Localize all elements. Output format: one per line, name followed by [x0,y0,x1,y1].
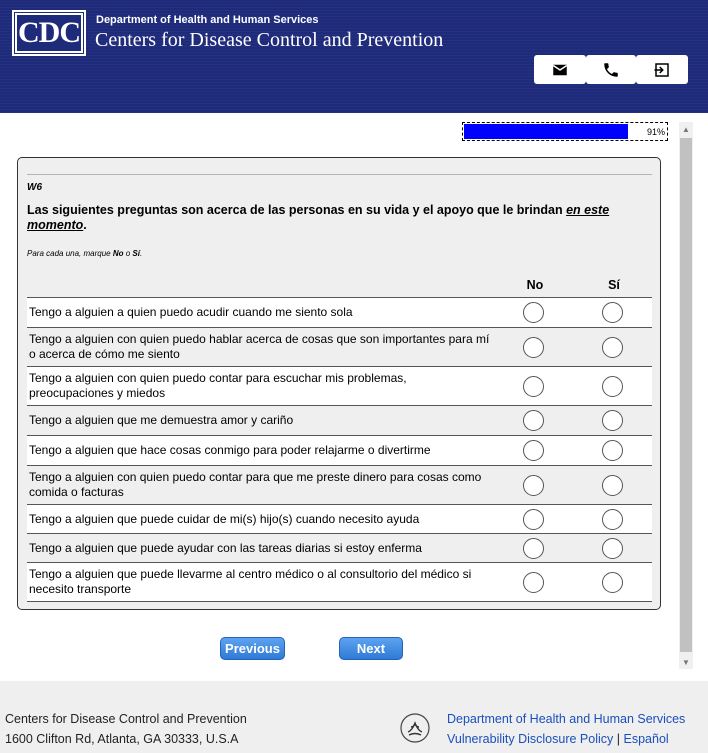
footer-address: 1600 Clifton Rd, Atlanta, GA 30333, U.S.A [5,732,239,746]
email-button[interactable] [534,55,586,84]
radio-no[interactable] [523,410,544,431]
question-text-main: Las siguientes preguntas son acerca de las personas en su vida y el apoyo que le brindan [27,203,567,217]
question-row [27,405,652,435]
exit-icon [653,61,671,79]
row-label: Tengo a alguien que puede ayudar con las tareas diarias si estoy enferma [29,540,422,555]
instruction [27,249,142,258]
question-row [27,435,652,465]
question-row [27,533,652,562]
column-header-si: Sí [608,278,620,292]
scrollbar[interactable] [679,122,693,669]
row-label: Tengo a alguien que hace cosas conmigo para poder relajarme o divertirme [29,443,431,457]
radio-no[interactable] [523,509,544,530]
radio-no[interactable] [523,538,544,559]
radio-si[interactable] [602,376,623,397]
footer [0,681,708,753]
radio-no[interactable] [523,337,544,358]
row-label: Tengo a alguien que puede llevarme al centro médico o al consultorio del médico si necesito transporte [29,567,472,596]
radio-si[interactable] [602,410,623,431]
mail-icon [551,61,569,79]
instruction-no: No [112,249,124,258]
question-panel [17,157,661,610]
progress-indicator [462,122,668,141]
cdc-logo-text: CDC [15,13,83,53]
question-row [27,504,652,533]
phone-button[interactable] [586,55,636,84]
row-label: Tengo a alguien con quien puedo hablar acerca de cosas que son importantes para mí o acerca de cómo me siento [29,332,490,361]
question-text-emphasis: en este momento [27,203,610,232]
scroll-up-icon[interactable]: ▲ [682,124,690,134]
radio-si[interactable] [602,572,623,593]
progress-label: 91% [647,126,666,137]
cdc-logo [12,10,86,56]
scroll-thumb[interactable] [680,138,692,652]
question-text [27,203,647,233]
question-id: W6 [27,182,42,193]
row-label: Tengo a alguien a quien puedo acudir cuando me siento sola [29,305,353,319]
instruction-end: . [139,249,143,258]
radio-si[interactable] [602,302,623,323]
table-bottom-border [27,601,652,602]
row-label: Tengo a alguien con quien puedo contar para que me preste dinero para cosas como comida o facturas [29,470,482,499]
footer-address-block [5,709,247,749]
progress-track [464,124,644,139]
radio-no[interactable] [523,572,544,593]
link-separator: | [616,732,621,746]
instruction-or: o [123,249,133,258]
question-row [27,465,652,504]
radio-si[interactable] [602,440,623,461]
radio-no[interactable] [523,376,544,397]
question-row [27,297,652,327]
hhs-eagle-icon [399,712,431,744]
exit-button[interactable] [636,55,688,84]
question-row [27,562,652,601]
question-row [27,327,652,366]
question-text-end: . [83,218,87,232]
divider [27,174,652,175]
previous-button[interactable]: Previous [220,637,285,660]
vulnerability-policy-link[interactable]: Vulnerability Disclosure Policy [447,732,614,746]
hhs-link[interactable]: Department of Health and Human Services [447,712,686,726]
agency-name: Centers for Disease Control and Prevention [95,29,444,51]
espanol-link[interactable]: Español [623,732,669,746]
next-button[interactable]: Next [339,637,403,660]
column-header-no: No [526,278,544,292]
radio-si[interactable] [602,337,623,358]
footer-links [447,709,685,749]
phone-icon [602,61,620,79]
radio-si[interactable] [602,538,623,559]
header-banner [0,0,708,113]
radio-no[interactable] [523,475,544,496]
instruction-si: Sí [132,249,140,258]
row-label: Tengo a alguien que puede cuidar de mi(s) hijo(s) cuando necesito ayuda [29,511,420,526]
scroll-down-icon[interactable]: ▼ [682,657,690,667]
radio-no[interactable] [523,440,544,461]
instruction-text: Para cada una, marque [27,249,113,258]
radio-si[interactable] [602,475,623,496]
question-row [27,366,652,405]
radio-si[interactable] [602,509,623,530]
footer-org: Centers for Disease Control and Prevention [5,712,247,726]
progress-fill [464,124,628,139]
radio-no[interactable] [523,302,544,323]
row-label: Tengo a alguien con quien puedo contar para escuchar mis problemas, preocupaciones y miedos [29,371,407,400]
row-label: Tengo a alguien que me demuestra amor y cariño [29,413,294,427]
department-name: Department of Health and Human Services [96,14,319,26]
